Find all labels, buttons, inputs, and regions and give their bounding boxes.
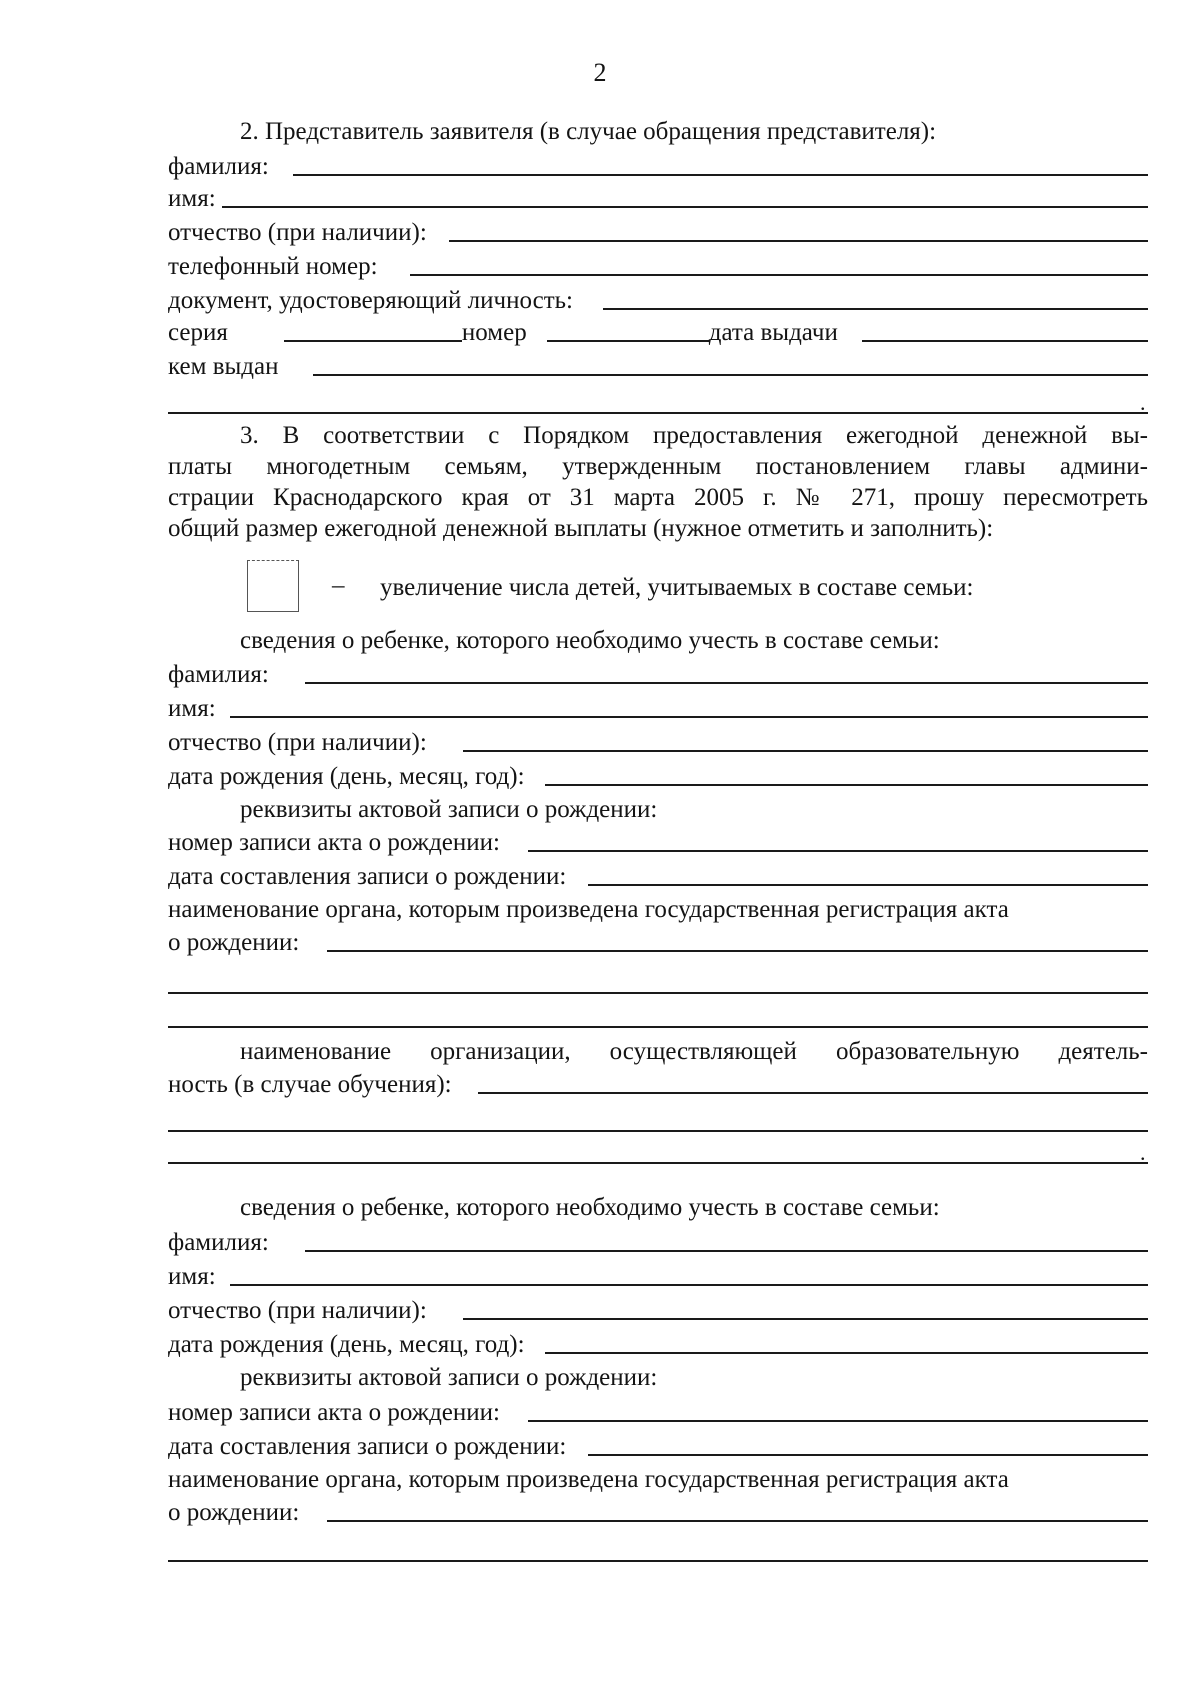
rep-id-document-field[interactable] [603, 308, 1148, 310]
education-line1: наименование организации, осуществляющей образовательную деятель- [240, 1038, 1148, 1065]
rep-name-label: имя: [168, 185, 216, 212]
child2-record-date-row [168, 1430, 1148, 1462]
rep-number-label: номер [461, 319, 527, 346]
child2-authority-field[interactable] [327, 1520, 1148, 1522]
rep-surname-label: фамилия: [168, 153, 269, 180]
child2-heading: сведения о ребенке, которого необходимо учесть в составе семьи: [240, 1194, 940, 1221]
child2-patronymic-row [168, 1294, 1148, 1326]
child2-birth-date-field[interactable] [545, 1352, 1148, 1354]
option-dash: – [332, 572, 345, 599]
child2-authority-extra-line[interactable] [168, 1560, 1148, 1562]
child1-authority-extra-line-2[interactable] [168, 1026, 1148, 1028]
child1-name-field[interactable] [230, 716, 1148, 718]
child1-record-date-row [168, 860, 1148, 892]
section3-line-2: платы многодетным семьям, утвержденным постановлением главы админи- [168, 453, 1148, 480]
rep-issue-date-field[interactable] [862, 340, 1148, 342]
section3-line-3: страции Краснодарского края от 31 марта 2005 г. № 271, прошу пересмотреть [168, 484, 1148, 511]
child1-name-row [168, 692, 1148, 724]
education-extra-line-2[interactable] [168, 1162, 1148, 1164]
rep-id-document-label: документ, удостоверяющий личность: [168, 287, 573, 314]
increase-children-label: увеличение числа детей, учитываемых в составе семьи: [380, 574, 974, 601]
child1-surname-field[interactable] [305, 682, 1148, 684]
rep-issued-by-field[interactable] [313, 374, 1149, 376]
child2-birth-date-row [168, 1328, 1148, 1360]
rep-series-row [168, 316, 1148, 348]
page-number: 2 [593, 58, 607, 87]
child1-birth-date-row [168, 760, 1148, 792]
child2-authority-line1: наименование органа, которым произведена государственная регистрация акта [168, 1466, 1009, 1493]
increase-children-checkbox[interactable] [247, 560, 299, 612]
child2-surname-label: фамилия: [168, 1229, 269, 1256]
rep-phone-label: телефонный номер: [168, 253, 378, 280]
child1-record-number-field[interactable] [528, 850, 1148, 852]
rep-patronymic-label: отчество (при наличии): [168, 219, 427, 246]
child1-authority-extra-line-1[interactable] [168, 992, 1148, 994]
child1-birth-date-field[interactable] [545, 784, 1148, 786]
child1-surname-row [168, 658, 1148, 690]
child1-authority-label: о рождении: [168, 929, 300, 956]
child2-name-field[interactable] [230, 1284, 1148, 1286]
education-extra-line-1[interactable] [168, 1130, 1148, 1132]
section3-paragraph [168, 420, 1148, 544]
child2-surname-row [168, 1226, 1148, 1258]
child2-patronymic-label: отчество (при наличии): [168, 1297, 427, 1324]
child1-surname-label: фамилия: [168, 661, 269, 688]
child1-record-heading: реквизиты актовой записи о рождении: [240, 796, 658, 823]
rep-series-label: серия [168, 319, 228, 346]
child2-birth-date-label: дата рождения (день, месяц, год): [168, 1331, 525, 1358]
rep-patronymic-field[interactable] [449, 240, 1148, 242]
child1-patronymic-label: отчество (при наличии): [168, 729, 427, 756]
rep-phone-row [168, 250, 1148, 282]
rep-surname-field[interactable] [293, 174, 1148, 176]
child1-authority-line1: наименование органа, которым произведена государственная регистрация акта [168, 896, 1009, 923]
rep-name-field[interactable] [222, 206, 1148, 208]
rep-surname-row [168, 150, 1148, 182]
section3-line-1: 3. В соответствии с Порядком предоставления ежегодной денежной вы- [240, 422, 1148, 449]
rep-phone-field[interactable] [410, 274, 1148, 276]
child1-patronymic-row [168, 726, 1148, 758]
rep-name-row [168, 182, 1148, 214]
rep-issued-by-label: кем выдан [168, 353, 279, 380]
rep-series-field[interactable] [284, 340, 462, 342]
child2-patronymic-field[interactable] [463, 1318, 1148, 1320]
rep-issue-date-label: дата выдачи [708, 319, 838, 346]
child2-record-date-field[interactable] [588, 1454, 1148, 1456]
rep-issued-by-row [168, 350, 1148, 382]
child2-record-number-row [168, 1396, 1148, 1428]
child2-record-number-field[interactable] [528, 1420, 1148, 1422]
child1-record-number-label: номер записи акта о рождении: [168, 829, 500, 856]
rep-patronymic-row [168, 216, 1148, 248]
child1-record-date-label: дата составления записи о рождении: [168, 863, 567, 890]
child1-heading: сведения о ребенке, которого необходимо учесть в составе семьи: [240, 627, 940, 654]
education-field[interactable] [478, 1092, 1148, 1094]
child2-authority-row [168, 1496, 1148, 1528]
child1-authority-field[interactable] [327, 950, 1148, 952]
section3-line-4: общий размер ежегодной денежной выплаты (нужное отметить и заполнить): [168, 515, 994, 542]
child1-patronymic-field[interactable] [463, 750, 1148, 752]
education-row [168, 1068, 1148, 1100]
child1-authority-row [168, 926, 1148, 958]
child2-record-heading: реквизиты актовой записи о рождении: [240, 1364, 658, 1391]
rep-issued-by-extra-line[interactable] [168, 412, 1148, 414]
child1-birth-date-label: дата рождения (день, месяц, год): [168, 763, 525, 790]
child1-name-label: имя: [168, 695, 216, 722]
child2-record-number-label: номер записи акта о рождении: [168, 1399, 500, 1426]
child2-record-date-label: дата составления записи о рождении: [168, 1433, 567, 1460]
rep-number-field[interactable] [547, 340, 709, 342]
child2-surname-field[interactable] [305, 1250, 1148, 1252]
child2-name-label: имя: [168, 1263, 216, 1290]
child2-authority-label: о рождении: [168, 1499, 300, 1526]
education-label: ность (в случае обучения): [168, 1071, 452, 1098]
education-end-dot: . [1140, 1140, 1146, 1165]
rep-id-document-row [168, 284, 1148, 316]
section2-end-dot: . [1140, 390, 1146, 415]
child1-record-date-field[interactable] [588, 884, 1148, 886]
child2-name-row [168, 1260, 1148, 1292]
child1-record-number-row [168, 826, 1148, 858]
section2-heading: 2. Представитель заявителя (в случае обращения представителя): [240, 118, 937, 145]
